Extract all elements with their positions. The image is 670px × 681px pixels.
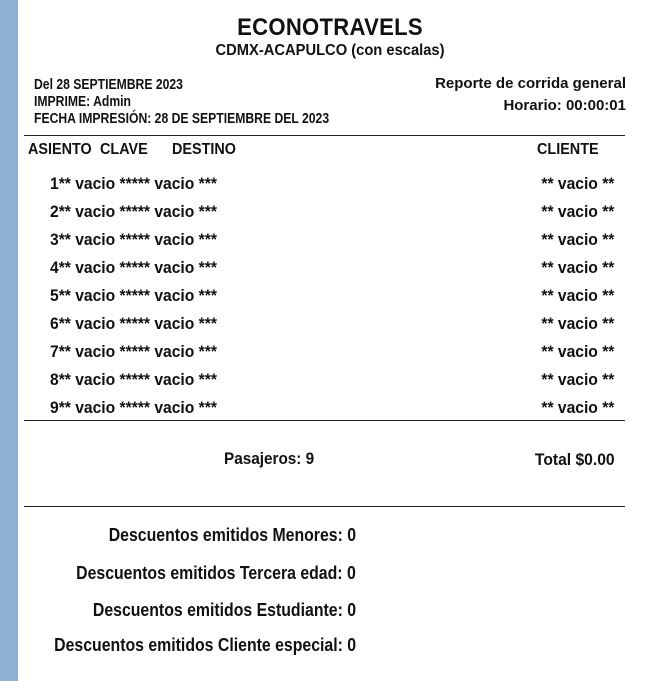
schedule-time: Horario: 00:00:01: [503, 97, 626, 114]
client-info: ** vacio **: [540, 202, 614, 221]
seat-info: 5** vacio ***** vacio ***: [50, 286, 217, 305]
seat-info: 4** vacio ***** vacio ***: [50, 258, 217, 277]
summary-divider: [24, 506, 625, 507]
discount-students: Descuentos emitidos Estudiante: 0: [92, 600, 356, 620]
seat-info: 7** vacio ***** vacio ***: [50, 342, 217, 361]
client-info: ** vacio **: [540, 370, 614, 389]
seat-list: [18, 170, 638, 422]
table-row: [18, 226, 638, 254]
report-date: Del 28 SEPTIEMBRE 2023: [34, 77, 183, 93]
discount-minors: Descuentos emitidos Menores: 0: [108, 525, 356, 545]
passenger-count: Pasajeros: 9: [224, 449, 315, 468]
table-row: [18, 198, 638, 226]
printed-by: IMPRIME: Admin: [34, 94, 131, 110]
seat-info: 2** vacio ***** vacio ***: [50, 202, 217, 221]
left-edge-bar: [0, 0, 18, 681]
seat-info: 6** vacio ***** vacio ***: [50, 314, 217, 333]
seat-info: 8** vacio ***** vacio ***: [50, 370, 217, 389]
client-info: ** vacio **: [540, 342, 614, 361]
column-header-cliente: CLIENTE: [537, 141, 599, 158]
column-header-clave: CLAVE: [100, 141, 148, 158]
discount-special-client: Descuentos emitidos Cliente especial: 0: [54, 635, 356, 655]
client-info: ** vacio **: [540, 258, 614, 277]
table-row: [18, 338, 638, 366]
report-meta-left: [34, 77, 329, 128]
seat-info: 9** vacio ***** vacio ***: [50, 398, 217, 417]
column-header-asiento: ASIENTO: [28, 141, 92, 158]
table-row: [18, 282, 638, 310]
company-title: ECONOTRAVELS: [237, 14, 423, 41]
discount-seniors: Descuentos emitidos Tercera edad: 0: [76, 563, 356, 583]
table-row: [18, 366, 638, 394]
table-row: [18, 170, 638, 198]
client-info: ** vacio **: [540, 314, 614, 333]
table-row: [18, 254, 638, 282]
report-page: [18, 0, 670, 681]
route-subtitle: CDMX-ACAPULCO (con escalas): [215, 42, 445, 59]
seat-info: 3** vacio ***** vacio ***: [50, 230, 217, 249]
header-divider: [24, 135, 625, 136]
print-date: FECHA IMPRESIÓN: 28 DE SEPTIEMBRE DEL 2023: [34, 111, 330, 127]
client-info: ** vacio **: [540, 398, 614, 417]
total-amount: Total $0.00: [535, 450, 615, 469]
table-row: [18, 310, 638, 338]
column-header-destino: DESTINO: [172, 141, 237, 158]
client-info: ** vacio **: [540, 286, 614, 305]
client-info: ** vacio **: [540, 230, 614, 249]
table-row: [18, 394, 638, 422]
report-type: Reporte de corrida general: [435, 75, 626, 92]
table-end-divider: [24, 420, 625, 421]
client-info: ** vacio **: [540, 174, 614, 193]
seat-info: 1** vacio ***** vacio ***: [50, 174, 217, 193]
report-meta-right: [435, 73, 626, 117]
